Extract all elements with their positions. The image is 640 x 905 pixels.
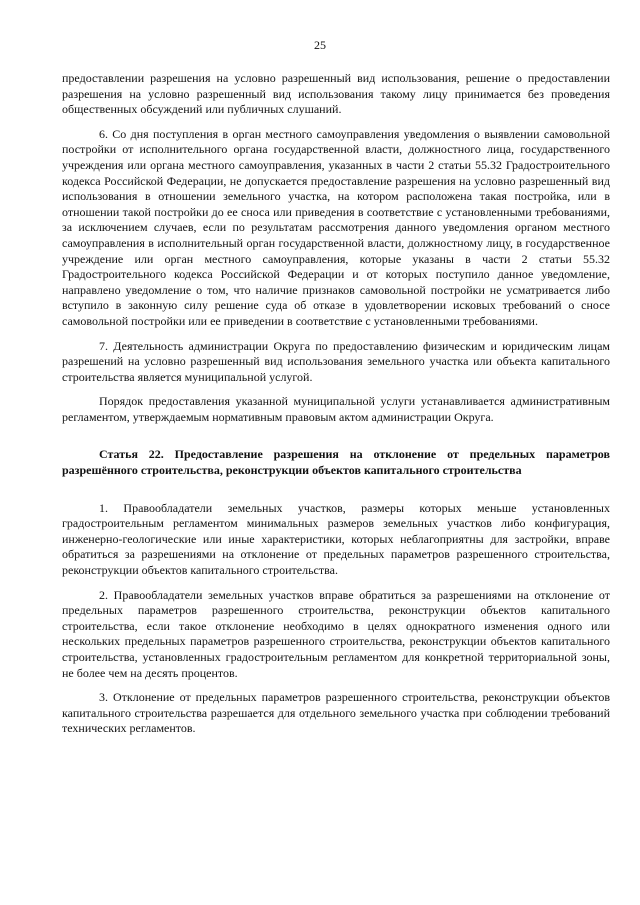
article-22-item-1: 1. Правообладатели земельных участков, размеры которых меньше установленных градостроительным регламентом минимальных размеров земельных участков либо конфигурация, инженерно-геологические или иные характеристики, которых неблагоприятны для застройки, вправе обратиться за разрешениями на отклонение от предельных параметров разрешенного строительства, реконструкции объектов капитального строительства. bbox=[62, 500, 610, 578]
paragraph-continuation: предоставлении разрешения на условно разрешенный вид использования, решение о предоставлении разрешения на условно разрешенный вид использования такому лицу принимается без проведения общественных обсуждений или публичных слушаний. bbox=[62, 71, 610, 117]
paragraph-6: 6. Со дня поступления в орган местного самоуправления уведомления о выявлении самовольной постройки от исполнительного органа государственной власти, должностного лица, государственного учреждения или органа местного самоуправления, указанных в части 2 статьи 55.32 Градостроительного кодекса Российской Федерации, не допускается предоставление разрешения на условно разрешенный вид использования в отношении земельного участка, на котором расположена такая постройка, или в отношении такой постройки до ее сноса или приведения в соответствие с установленными требованиями, за исключением случаев, если по результатам рассмотрения данного уведомления органом местного самоуправления в исполнительный орган государственной власти, должностному лицу, в государственное учреждение или орган местного самоуправления, которые указаны в части 2 статьи 55.32 Градостроительного кодекса Российской Федерации и от которых поступило данное уведомление, направлено уведомление о том, что наличие признаков самовольной постройки не усматривается либо вступило в законную силу решение суда об отказе в удовлетворении исковых требований о сносе самовольной постройки или ее приведении в соответствие с установленными требованиями. bbox=[62, 126, 610, 328]
paragraph-7: 7. Деятельность администрации Округа по предоставлению физическим и юридическим лицам разрешений на условно разрешенный вид использования земельного участка или объекта капитального строительства является муниципальной услугой. bbox=[62, 338, 610, 384]
paragraph-7-procedure: Порядок предоставления указанной муниципальной услуги устанавливается административным регламентом, утверждаемым нормативным правовым актом администрации Округа. bbox=[62, 394, 610, 424]
page-number: 25 bbox=[314, 38, 326, 52]
article-22-heading: Статья 22. Предоставление разрешения на отклонение от предельных параметров разрешённого строительства, реконструкции объектов капитального строительства bbox=[62, 447, 610, 478]
article-22-item-2: 2. Правообладатели земельных участков вправе обратиться за разрешениями на отклонение от предельных параметров разрешенного строительства, реконструкции объектов капитального строительства, если такое отклонение необходимо в целях однократного изменения одного или нескольких предельных параметров разрешенного строительства, реконструкции объектов капитального строительства, установленных градостроительным регламентом для конкретной территориальной зоны, не более чем на десять процентов. bbox=[62, 587, 610, 680]
document-body bbox=[62, 71, 610, 737]
article-22-item-3: 3. Отклонение от предельных параметров разрешенного строительства, реконструкции объектов капитального строительства разрешается для отдельного земельного участка при соблюдении требований технических регламентов. bbox=[62, 690, 610, 736]
